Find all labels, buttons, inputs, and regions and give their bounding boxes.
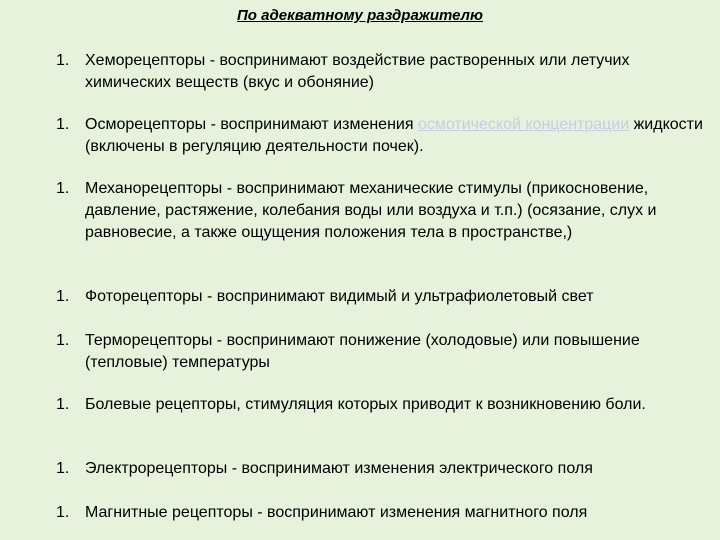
list-item-mechanoreceptors (56, 178, 706, 244)
list-item-text: Болевые рецепторы, стимуляция которых приводит к возникновению боли. (85, 396, 646, 413)
list-item-text: Хеморецепторы - воспринимают воздействие растворенных или летучих химических веществ (вкус и обоняние) (85, 52, 630, 91)
list-number: 1. (56, 504, 70, 521)
list-item-text: Магнитные рецепторы - воспринимают изменения магнитного поля (85, 504, 588, 521)
list-number: 1. (56, 180, 70, 197)
list-number: 1. (56, 288, 70, 305)
list-item-chemoreceptors (56, 50, 706, 94)
list-item-pain-receptors (56, 394, 706, 416)
list-item-thermoreceptors (56, 330, 706, 374)
list-item-text: Терморецепторы - воспринимают понижение (холодовые) или повышение (тепловые) температуры (85, 332, 640, 371)
list-number: 1. (56, 396, 70, 413)
list-number: 1. (56, 116, 70, 133)
list-item-magnetic-receptors (56, 502, 706, 524)
list-item-text: Фоторецепторы - воспринимают видимый и ультрафиолетовый свет (85, 288, 594, 305)
slide-title: По адекватному раздражителю (237, 7, 483, 24)
list-number: 1. (56, 52, 70, 69)
list-item-electroreceptors (56, 458, 706, 480)
list-item-text: Электрорецепторы - воспринимают изменения электрического поля (85, 460, 593, 477)
list-item-text-after: жидкости (включены в регуляцию деятельности почек). (85, 116, 703, 155)
list-item-text-before: Осморецепторы - воспринимают изменения (85, 116, 418, 133)
osmotic-concentration-link[interactable]: осмотической концентрации (417, 116, 630, 133)
list-number: 1. (56, 332, 70, 349)
list-item-text (85, 114, 706, 158)
list-item-photoreceptors (56, 286, 706, 308)
list-number: 1. (56, 460, 70, 477)
list-item-osmoreceptors (56, 114, 706, 158)
list-item-text: Механорецепторы - воспринимают механические стимулы (прикосновение, давление, растяжение, колебания воды или воздуха и т.п.) (осязание, слух и равновесие, а также ощущения положения тела в пространстве,) (85, 180, 657, 241)
